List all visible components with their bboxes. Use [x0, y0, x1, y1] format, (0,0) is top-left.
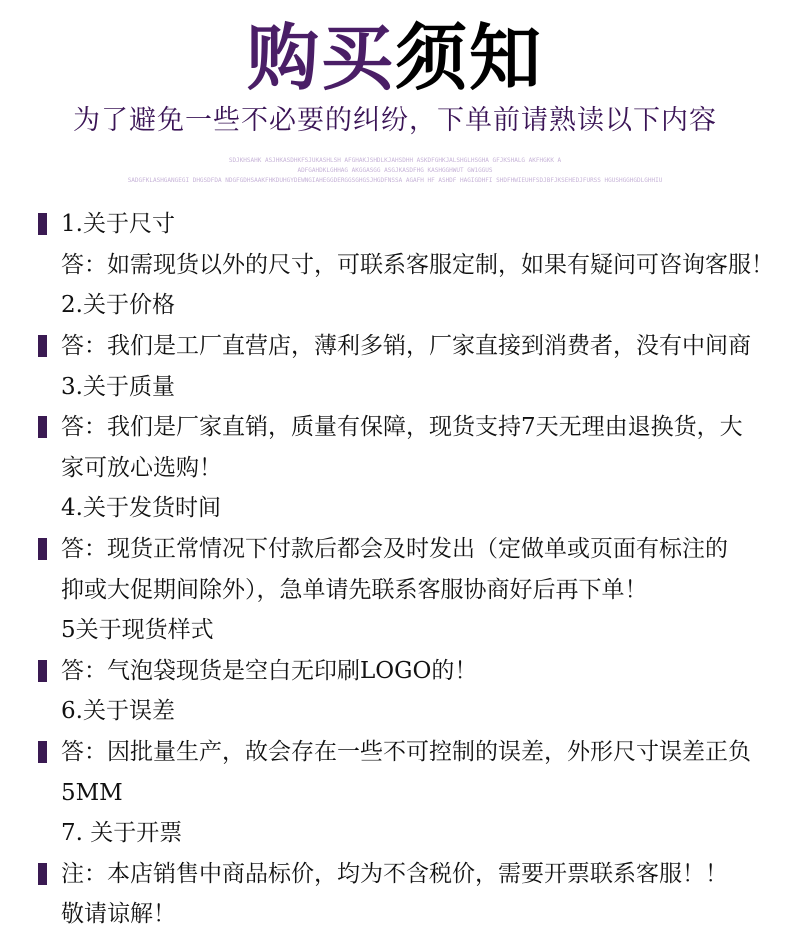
page-subtitle: 为了避免一些不必要的纠纷，下单前请熟读以下内容: [73, 105, 717, 136]
notice-text: 4.关于发货时间: [61, 495, 221, 522]
notice-row: [38, 407, 768, 448]
notice-row: [38, 610, 768, 651]
notice-text: 5MM: [61, 779, 123, 806]
notice-text: 2.关于价格: [61, 292, 175, 319]
notice-text: 答：如需现货以外的尺寸，可联系客服定制，如果有疑问可咨询客服！: [61, 251, 774, 278]
notice-text: 家可放心选购！: [61, 454, 222, 481]
notice-row: [38, 204, 768, 245]
notice-row: [38, 651, 768, 692]
bullet-bar-icon: [38, 741, 47, 763]
notice-row: [38, 569, 768, 610]
notice-text: 3.关于质量: [61, 373, 175, 400]
notice-row: [38, 529, 768, 570]
notice-text: 敬请谅解！: [61, 901, 176, 928]
bullet-bar-icon: [38, 213, 47, 235]
notice-list: [38, 204, 774, 935]
notice-text: 答：因批量生产，故会存在一些不可控制的误差，外形尺寸误差正负: [61, 739, 751, 766]
notice-row: [38, 894, 768, 935]
notice-text: 注：本店销售中商品标价，均为不含税价，需要开票联系客服！！: [61, 860, 728, 887]
notice-row: [38, 366, 768, 407]
bullet-bar-icon: [38, 660, 47, 682]
notice-text: 答：我们是厂家直销，质量有保障，现货支持7天无理由退换货，大: [61, 414, 743, 441]
bullet-bar-icon: [38, 416, 47, 438]
page-title: [0, 18, 790, 98]
notice-row: [38, 285, 768, 326]
decorative-text-line-2: ADFGAHDKLGHHAG AKGGASGG ASGJKASDFHG KASHGGHWUT GW1GGUS: [297, 167, 493, 174]
notice-text: 抑或大促期间除外），急单请先联系客服协商好后再下单！: [61, 576, 648, 603]
bullet-bar-icon: [38, 538, 47, 560]
bullet-bar-icon: [38, 335, 47, 357]
notice-text: 7. 关于开票: [61, 820, 183, 847]
notice-row: [38, 813, 768, 854]
title-part-purchase: 购买: [246, 16, 395, 100]
notice-row: [38, 772, 768, 813]
notice-row: [38, 488, 768, 529]
notice-text: 1.关于尺寸: [61, 211, 175, 238]
notice-text: 答：气泡袋现货是空白无印刷LOGO的！: [61, 657, 478, 684]
title-part-notice: 须知: [395, 16, 544, 100]
notice-row: [38, 448, 768, 489]
notice-row: [38, 691, 768, 732]
notice-text: 答：我们是工厂直营店，薄利多销，厂家直接到消费者，没有中间商: [61, 333, 751, 360]
notice-row: [38, 326, 768, 367]
bullet-bar-icon: [38, 863, 47, 885]
notice-text: 5关于现货样式: [61, 617, 214, 644]
notice-text: 答：现货正常情况下付款后都会及时发出（定做单或页面有标注的: [61, 536, 728, 563]
decorative-text-line-1: SDJKHSAHK ASJHKASDHKFSJUKASHLSH AFGHAKJSHDLKJAHSDHH ASKDFGHKJALSHGLHSGHA GFJKSHALG AKFHGKK A: [228, 157, 562, 164]
notice-row: [38, 245, 774, 286]
notice-row: [38, 854, 768, 895]
notice-text: 6.关于误差: [61, 698, 175, 725]
decorative-text-line-3: SADGFKLASHGANGEGI DHGSDFDA NDGFGDHSAAKFHKDUHGYDEWNGIAHEGGDERGGSGHGSJHGDFNSSA AGAFH HF ASHDF HAGIGDHFI SHDFHWIEUHFSDJBFJKSEHEDJFURSS HGUSHGGHGDLGHHIU: [127, 177, 663, 184]
notice-row: [38, 732, 768, 773]
